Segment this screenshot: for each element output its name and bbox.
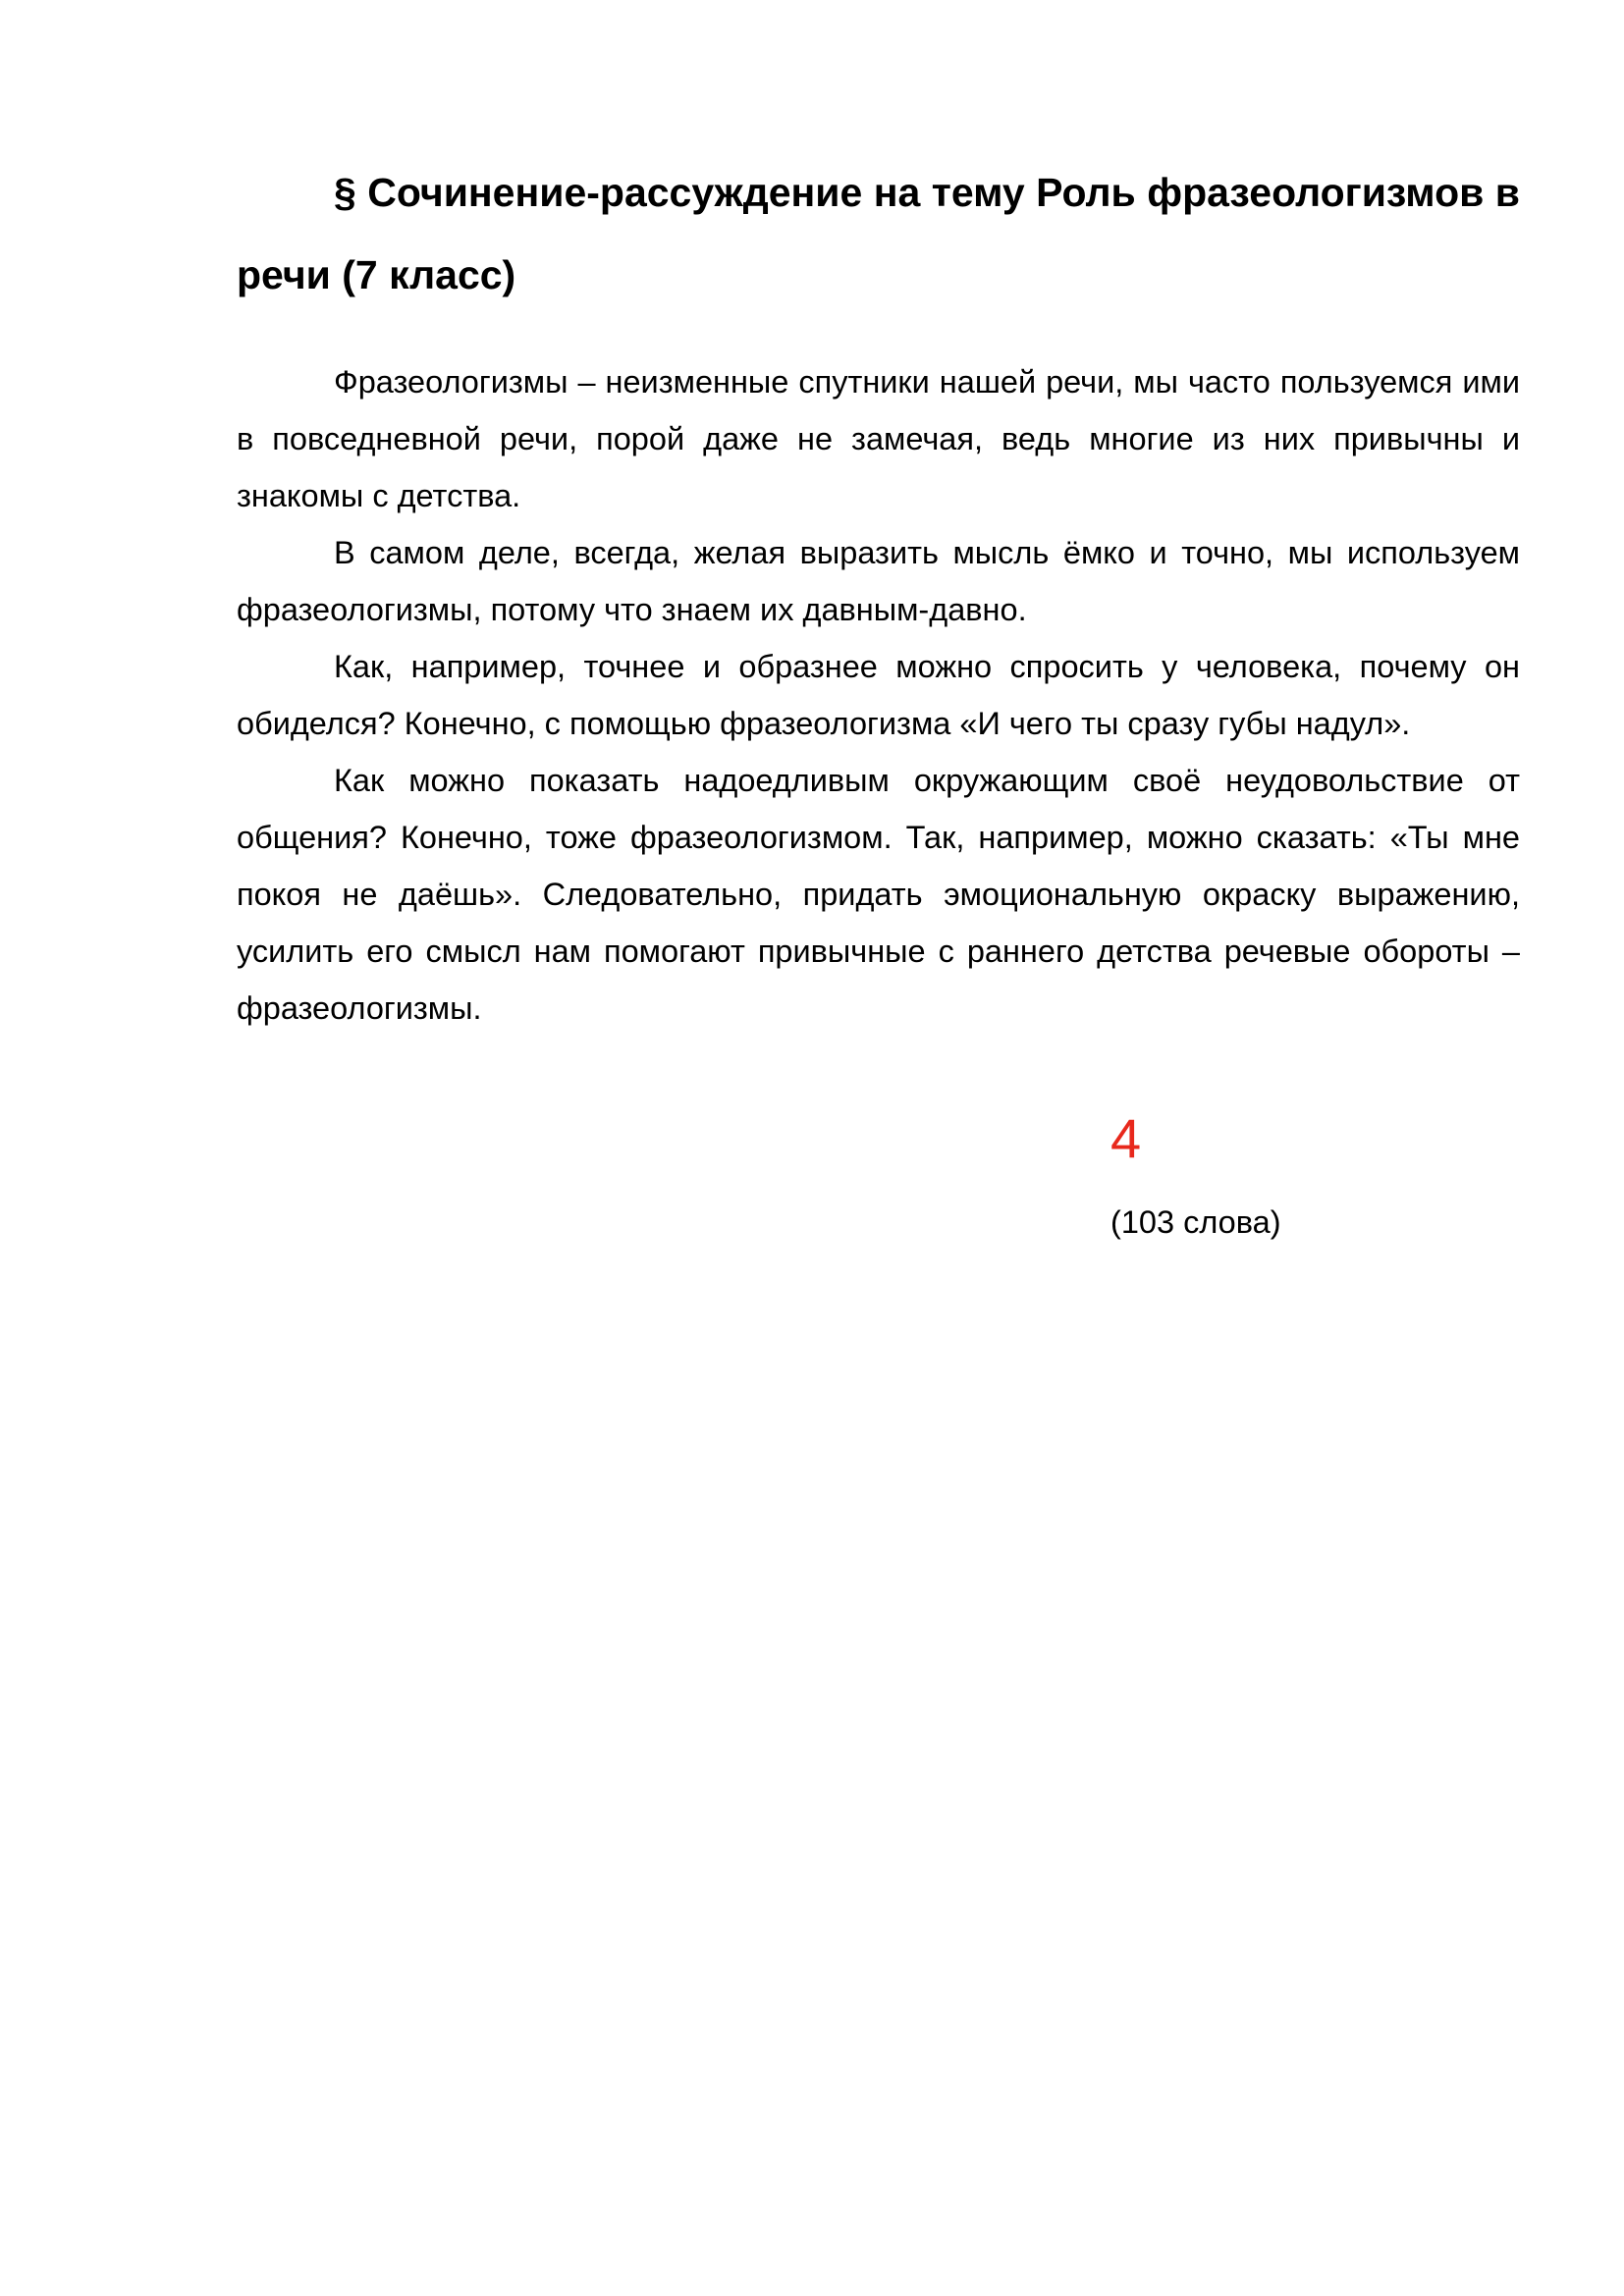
essay-paragraph: Как можно показать надоедливым окружающим своё неудовольствие от общения? Конечно, тоже фразеологизмом. Так, например, можно сказать: «Ты мне покоя не даёшь». Следовательно, придать эмоциональную окраску выражению, усилить его смысл нам помогают привычные с раннего детства речевые обороты – фразеологизмы. [237,763,1520,1026]
grade-mark: 4 [1110,1107,1142,1169]
essay-paragraph: Как, например, точнее и образнее можно спросить у человека, почему он обиделся? Конечно, с помощью фразеологизма «И чего ты сразу губы надул». [237,649,1520,741]
document-content [237,151,1520,1037]
document-title-text: Сочинение-рассуждение на тему Роль фразеологизмов в речи (7 класс) [237,170,1520,297]
word-count: (103 слова) [1110,1204,1281,1240]
section-sign: § [334,170,356,215]
essay-body [237,353,1520,1037]
essay-paragraph: Фразеологизмы – неизменные спутники нашей речи, мы часто пользуемся ими в повседневной речи, порой даже не замечая, ведь многие из них привычны и знакомы с детства. [237,364,1520,513]
essay-paragraph: В самом деле, всегда, желая выразить мысль ёмко и точно, мы используем фразеологизмы, потому что знаем их давным-давно. [237,535,1520,627]
document-title [237,151,1520,316]
